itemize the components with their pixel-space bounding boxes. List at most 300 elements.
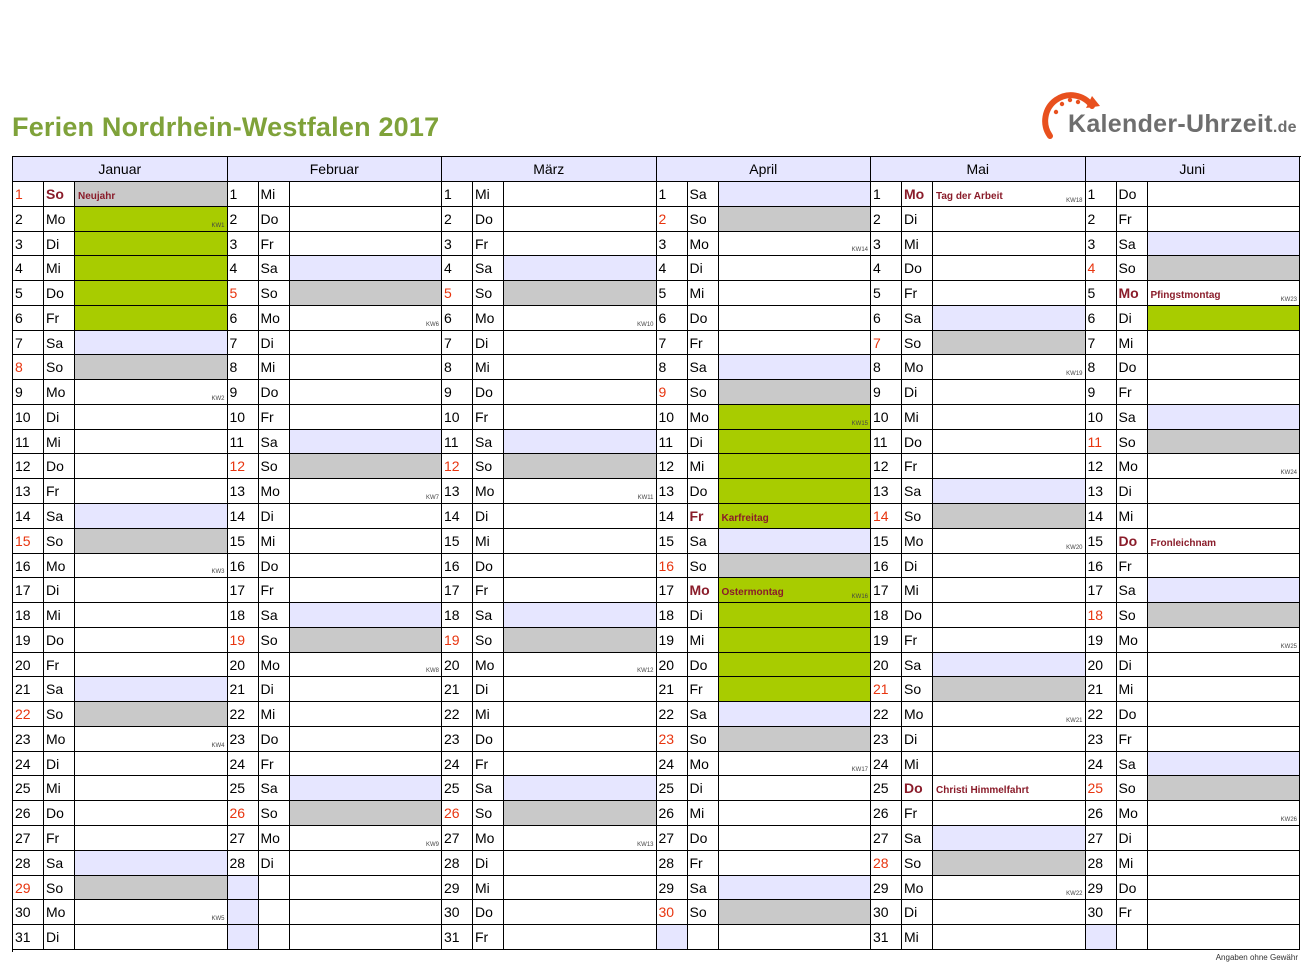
weekday: Fr	[902, 454, 933, 479]
day-number: 25	[657, 776, 688, 801]
weekday: Fr	[1117, 554, 1148, 579]
day-number: 24	[442, 752, 473, 777]
day-note	[504, 925, 657, 950]
weekday: Sa	[44, 851, 75, 876]
day-number: 18	[228, 603, 259, 628]
day-number: 21	[871, 677, 902, 702]
day-note	[290, 603, 443, 628]
weekday: Sa	[688, 876, 719, 901]
weekday: Mi	[259, 529, 290, 554]
day-note	[290, 900, 443, 925]
weekday: Sa	[44, 504, 75, 529]
weekday: Do	[1117, 529, 1148, 554]
weekday: Mi	[259, 702, 290, 727]
day-number: 9	[657, 380, 688, 405]
day-number: 9	[1086, 380, 1117, 405]
weekday: Do	[688, 306, 719, 331]
day-note	[504, 405, 657, 430]
day-note	[1148, 529, 1301, 554]
holiday-name: Karfreitag	[721, 513, 769, 524]
day-number	[228, 876, 259, 901]
day-number: 11	[442, 430, 473, 455]
weekday: Mo	[1117, 281, 1148, 306]
day-number: 25	[1086, 776, 1117, 801]
weekday: Mi	[1117, 677, 1148, 702]
weekday: Fr	[902, 801, 933, 826]
day-note	[719, 454, 872, 479]
day-note	[933, 578, 1086, 603]
day-note	[1148, 504, 1301, 529]
weekday: Sa	[1117, 752, 1148, 777]
day-number: 24	[657, 752, 688, 777]
day-number: 29	[442, 876, 473, 901]
day-note	[719, 628, 872, 653]
day-note	[719, 851, 872, 876]
day-note	[504, 355, 657, 380]
day-number: 8	[657, 355, 688, 380]
logo[interactable]	[1040, 84, 1302, 144]
weekday: Mi	[473, 702, 504, 727]
weekday: Di	[259, 851, 290, 876]
day-number: 22	[228, 702, 259, 727]
weekday: Di	[259, 677, 290, 702]
week-number: KW9	[425, 841, 439, 848]
day-number: 16	[657, 554, 688, 579]
weekday: So	[688, 554, 719, 579]
day-note	[75, 554, 228, 579]
day-note	[1148, 628, 1301, 653]
day-note	[75, 182, 228, 207]
weekday: Mo	[902, 876, 933, 901]
day-note	[1148, 727, 1301, 752]
day-number: 5	[871, 281, 902, 306]
week-number: KW8	[425, 668, 439, 675]
day-note	[719, 355, 872, 380]
weekday: So	[44, 529, 75, 554]
day-number: 3	[442, 232, 473, 257]
day-number: 1	[442, 182, 473, 207]
logo-text-main: Kalender-Uhrzeit	[1068, 110, 1273, 138]
day-note	[719, 182, 872, 207]
day-number	[1086, 925, 1117, 950]
day-note	[504, 430, 657, 455]
day-note	[75, 653, 228, 678]
day-note	[1148, 281, 1301, 306]
day-number: 8	[871, 355, 902, 380]
weekday	[1117, 925, 1148, 950]
weekday: Di	[259, 331, 290, 356]
day-number: 25	[871, 776, 902, 801]
weekday: Fr	[259, 752, 290, 777]
day-number: 15	[657, 529, 688, 554]
weekday: Di	[902, 554, 933, 579]
day-note	[504, 578, 657, 603]
weekday: Do	[44, 801, 75, 826]
day-note	[75, 331, 228, 356]
weekday: Fr	[902, 628, 933, 653]
day-note	[1148, 677, 1301, 702]
week-number: KW10	[637, 321, 654, 328]
weekday: Di	[44, 752, 75, 777]
weekday: So	[902, 331, 933, 356]
day-note	[719, 256, 872, 281]
day-note	[75, 281, 228, 306]
day-note	[933, 603, 1086, 628]
day-note	[290, 801, 443, 826]
weekday: Sa	[473, 603, 504, 628]
month-header: Mai	[871, 157, 1086, 182]
weekday: Do	[473, 207, 504, 232]
day-note	[933, 306, 1086, 331]
day-note	[504, 504, 657, 529]
week-number: KW22	[1066, 891, 1083, 898]
week-number: KW24	[1280, 470, 1297, 477]
weekday: Sa	[259, 603, 290, 628]
day-number: 4	[657, 256, 688, 281]
day-number: 14	[442, 504, 473, 529]
weekday: Mi	[902, 578, 933, 603]
day-number: 2	[871, 207, 902, 232]
day-note	[75, 430, 228, 455]
weekday: Mi	[44, 430, 75, 455]
day-number: 22	[1086, 702, 1117, 727]
day-note	[290, 355, 443, 380]
weekday: Mo	[259, 306, 290, 331]
weekday: Mi	[902, 232, 933, 257]
weekday: Mo	[259, 653, 290, 678]
weekday: Fr	[902, 281, 933, 306]
day-number: 6	[871, 306, 902, 331]
day-note	[75, 900, 228, 925]
day-number: 30	[871, 900, 902, 925]
day-note	[290, 256, 443, 281]
day-number: 30	[13, 900, 44, 925]
holiday-name: Pfingstmontag	[1150, 290, 1221, 302]
day-note	[504, 628, 657, 653]
weekday: Mo	[688, 578, 719, 603]
holiday-name: Ostermontag	[721, 587, 784, 599]
day-note	[504, 479, 657, 504]
weekday: Fr	[259, 232, 290, 257]
day-note	[75, 776, 228, 801]
day-number: 10	[871, 405, 902, 430]
day-note	[290, 876, 443, 901]
weekday: Do	[902, 776, 933, 801]
day-note	[75, 628, 228, 653]
day-note	[1148, 653, 1301, 678]
day-number: 5	[13, 281, 44, 306]
day-note	[1148, 207, 1301, 232]
day-number: 18	[1086, 603, 1117, 628]
day-note	[75, 479, 228, 504]
day-number: 16	[13, 554, 44, 579]
week-number: KW4	[211, 742, 225, 749]
weekday: Mi	[688, 454, 719, 479]
weekday: Mi	[259, 355, 290, 380]
weekday: Do	[259, 207, 290, 232]
weekday: Mo	[473, 653, 504, 678]
weekday: Sa	[44, 331, 75, 356]
weekday: Mo	[473, 306, 504, 331]
weekday: Di	[44, 405, 75, 430]
weekday: Do	[902, 430, 933, 455]
day-note	[719, 653, 872, 678]
week-number: KW15	[851, 420, 868, 427]
day-number: 23	[442, 727, 473, 752]
day-number: 26	[657, 801, 688, 826]
day-number: 19	[13, 628, 44, 653]
day-note	[75, 207, 228, 232]
weekday: Sa	[473, 430, 504, 455]
day-note	[504, 752, 657, 777]
day-number: 14	[13, 504, 44, 529]
weekday: Mo	[688, 752, 719, 777]
day-number	[657, 925, 688, 950]
week-number: KW17	[851, 767, 868, 774]
weekday	[688, 925, 719, 950]
day-number: 19	[442, 628, 473, 653]
day-number: 14	[228, 504, 259, 529]
weekday: Sa	[44, 677, 75, 702]
day-number: 16	[871, 554, 902, 579]
day-number: 20	[657, 653, 688, 678]
day-note	[933, 405, 1086, 430]
day-note	[1148, 182, 1301, 207]
weekday: Mo	[259, 826, 290, 851]
day-number: 16	[228, 554, 259, 579]
day-number: 31	[871, 925, 902, 950]
day-note	[75, 752, 228, 777]
weekday: So	[473, 281, 504, 306]
day-note	[933, 207, 1086, 232]
day-note	[719, 554, 872, 579]
day-number: 1	[1086, 182, 1117, 207]
day-note	[75, 702, 228, 727]
day-number: 25	[13, 776, 44, 801]
weekday: Di	[1117, 826, 1148, 851]
day-number: 12	[657, 454, 688, 479]
day-number: 27	[228, 826, 259, 851]
weekday: Do	[1117, 355, 1148, 380]
weekday: Do	[688, 826, 719, 851]
day-number: 25	[228, 776, 259, 801]
day-number: 3	[13, 232, 44, 257]
day-note	[75, 603, 228, 628]
weekday: Mo	[44, 380, 75, 405]
day-note	[504, 256, 657, 281]
weekday: Do	[259, 554, 290, 579]
day-note	[290, 776, 443, 801]
weekday: Do	[44, 628, 75, 653]
day-note	[75, 454, 228, 479]
day-note	[504, 554, 657, 579]
day-number: 10	[13, 405, 44, 430]
day-number: 1	[657, 182, 688, 207]
day-number: 4	[871, 256, 902, 281]
day-note	[290, 702, 443, 727]
weekday: So	[44, 182, 75, 207]
weekday: Mi	[259, 182, 290, 207]
weekday: Mo	[44, 900, 75, 925]
day-number: 29	[871, 876, 902, 901]
weekday: Sa	[688, 355, 719, 380]
day-number: 19	[228, 628, 259, 653]
day-note	[719, 925, 872, 950]
day-note	[933, 653, 1086, 678]
day-note	[290, 925, 443, 950]
day-note	[933, 479, 1086, 504]
day-number: 17	[657, 578, 688, 603]
weekday: Fr	[473, 752, 504, 777]
weekday: Fr	[1117, 900, 1148, 925]
day-note	[1148, 801, 1301, 826]
day-note	[1148, 355, 1301, 380]
day-note	[933, 380, 1086, 405]
holiday-name: Neujahr	[78, 191, 116, 202]
day-number: 3	[871, 232, 902, 257]
week-number: KW13	[637, 841, 654, 848]
week-number: KW3	[211, 569, 225, 576]
weekday: Fr	[688, 677, 719, 702]
day-note	[75, 256, 228, 281]
day-note	[1148, 925, 1301, 950]
day-note	[1148, 454, 1301, 479]
day-note	[933, 876, 1086, 901]
day-number: 26	[228, 801, 259, 826]
day-note	[75, 727, 228, 752]
day-note	[1148, 479, 1301, 504]
day-note	[504, 603, 657, 628]
day-number: 13	[871, 479, 902, 504]
day-note	[290, 628, 443, 653]
weekday: Fr	[473, 405, 504, 430]
week-number: KW25	[1280, 643, 1297, 650]
day-note	[719, 603, 872, 628]
day-number: 17	[13, 578, 44, 603]
weekday: Do	[259, 727, 290, 752]
day-note	[75, 504, 228, 529]
week-number: KW16	[851, 594, 868, 601]
day-number: 14	[657, 504, 688, 529]
day-number: 21	[228, 677, 259, 702]
day-number: 22	[442, 702, 473, 727]
day-number: 24	[13, 752, 44, 777]
day-number: 28	[1086, 851, 1117, 876]
day-number: 12	[442, 454, 473, 479]
day-number: 15	[1086, 529, 1117, 554]
day-number: 19	[1086, 628, 1117, 653]
day-note	[504, 702, 657, 727]
day-number: 11	[871, 430, 902, 455]
weekday: Fr	[688, 504, 719, 529]
day-number: 30	[442, 900, 473, 925]
day-number: 14	[1086, 504, 1117, 529]
weekday: So	[259, 801, 290, 826]
day-note	[719, 801, 872, 826]
day-number: 18	[657, 603, 688, 628]
day-number: 24	[1086, 752, 1117, 777]
day-note	[933, 702, 1086, 727]
weekday: So	[1117, 256, 1148, 281]
weekday: Mo	[902, 529, 933, 554]
day-number: 11	[228, 430, 259, 455]
day-note	[290, 479, 443, 504]
day-note	[290, 430, 443, 455]
weekday: Mi	[473, 182, 504, 207]
day-note	[719, 430, 872, 455]
weekday: Do	[259, 380, 290, 405]
weekday: So	[902, 504, 933, 529]
weekday: Mi	[44, 776, 75, 801]
week-number: KW26	[1280, 817, 1297, 824]
weekday: Mi	[688, 801, 719, 826]
week-number: KW7	[425, 495, 439, 501]
weekday: Mo	[1117, 454, 1148, 479]
week-number: KW12	[637, 668, 654, 675]
day-note	[75, 306, 228, 331]
day-number: 25	[442, 776, 473, 801]
day-note	[933, 628, 1086, 653]
day-note	[75, 801, 228, 826]
day-note	[1148, 405, 1301, 430]
day-note	[933, 430, 1086, 455]
week-number: KW6	[425, 321, 439, 328]
day-note	[290, 529, 443, 554]
day-number: 27	[871, 826, 902, 851]
day-number: 15	[13, 529, 44, 554]
day-number: 7	[871, 331, 902, 356]
day-number: 10	[1086, 405, 1117, 430]
day-number: 4	[228, 256, 259, 281]
day-number: 1	[13, 182, 44, 207]
weekday: Fr	[688, 331, 719, 356]
day-number: 23	[228, 727, 259, 752]
weekday: Di	[902, 207, 933, 232]
day-note	[719, 826, 872, 851]
day-number: 27	[1086, 826, 1117, 851]
day-note	[933, 355, 1086, 380]
day-number: 24	[228, 752, 259, 777]
day-number: 1	[871, 182, 902, 207]
day-number: 26	[1086, 801, 1117, 826]
weekday: Di	[44, 925, 75, 950]
day-note	[933, 182, 1086, 207]
day-number: 21	[1086, 677, 1117, 702]
day-note	[290, 826, 443, 851]
day-number: 18	[442, 603, 473, 628]
day-note	[1148, 256, 1301, 281]
day-note	[75, 876, 228, 901]
weekday: Sa	[259, 430, 290, 455]
day-note	[504, 801, 657, 826]
weekday: Mo	[688, 232, 719, 257]
day-note	[75, 677, 228, 702]
day-number: 13	[657, 479, 688, 504]
logo-text-tld: .de	[1272, 119, 1297, 136]
day-number: 15	[442, 529, 473, 554]
weekday: Mi	[473, 529, 504, 554]
weekday: Sa	[688, 702, 719, 727]
logo-text	[1068, 110, 1297, 139]
day-number: 6	[442, 306, 473, 331]
weekday: Mo	[473, 826, 504, 851]
day-note	[933, 454, 1086, 479]
day-number: 13	[1086, 479, 1117, 504]
weekday: Di	[473, 677, 504, 702]
day-note	[75, 529, 228, 554]
day-note	[1148, 851, 1301, 876]
weekday: Fr	[259, 405, 290, 430]
